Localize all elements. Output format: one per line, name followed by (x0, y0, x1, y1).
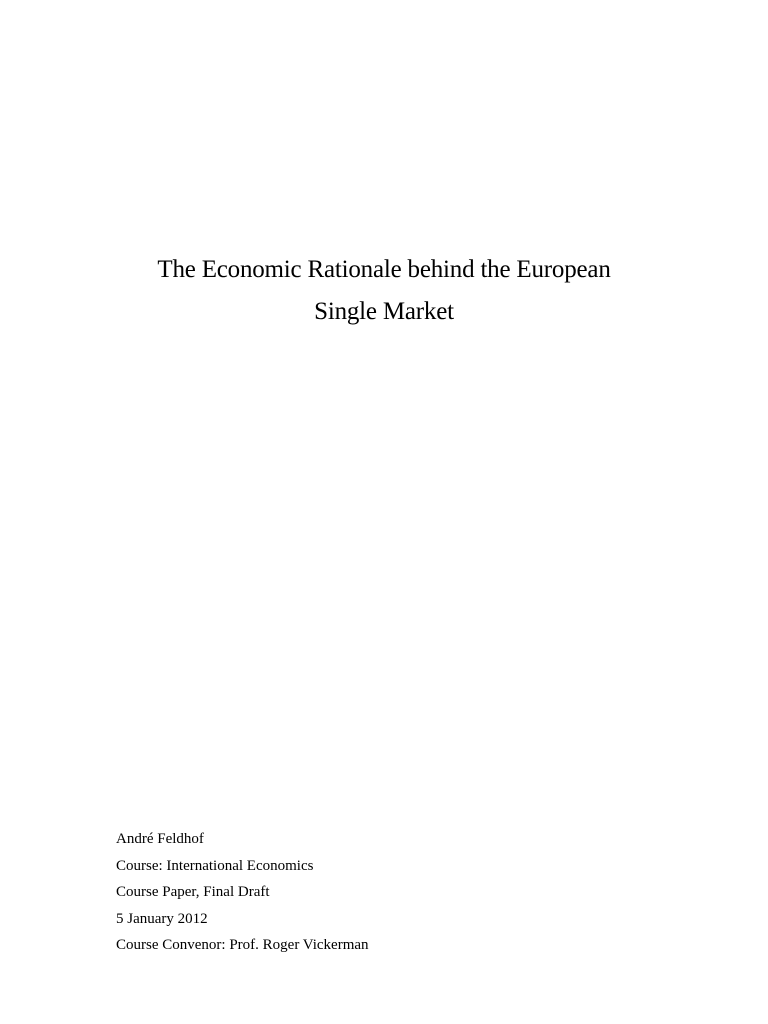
title-line-2: Single Market (314, 298, 454, 325)
title-line-1: The Economic Rationale behind the European (157, 256, 611, 283)
course-name: Course: International Economics (116, 857, 314, 874)
author-name: André Feldhof (116, 831, 204, 847)
title-block (0, 249, 768, 333)
author-info-block (116, 826, 369, 959)
paper-type: Course Paper, Final Draft (116, 884, 270, 900)
date: 5 January 2012 (116, 910, 208, 927)
course-convenor: Course Convenor: Prof. Roger Vickerman (116, 937, 369, 953)
